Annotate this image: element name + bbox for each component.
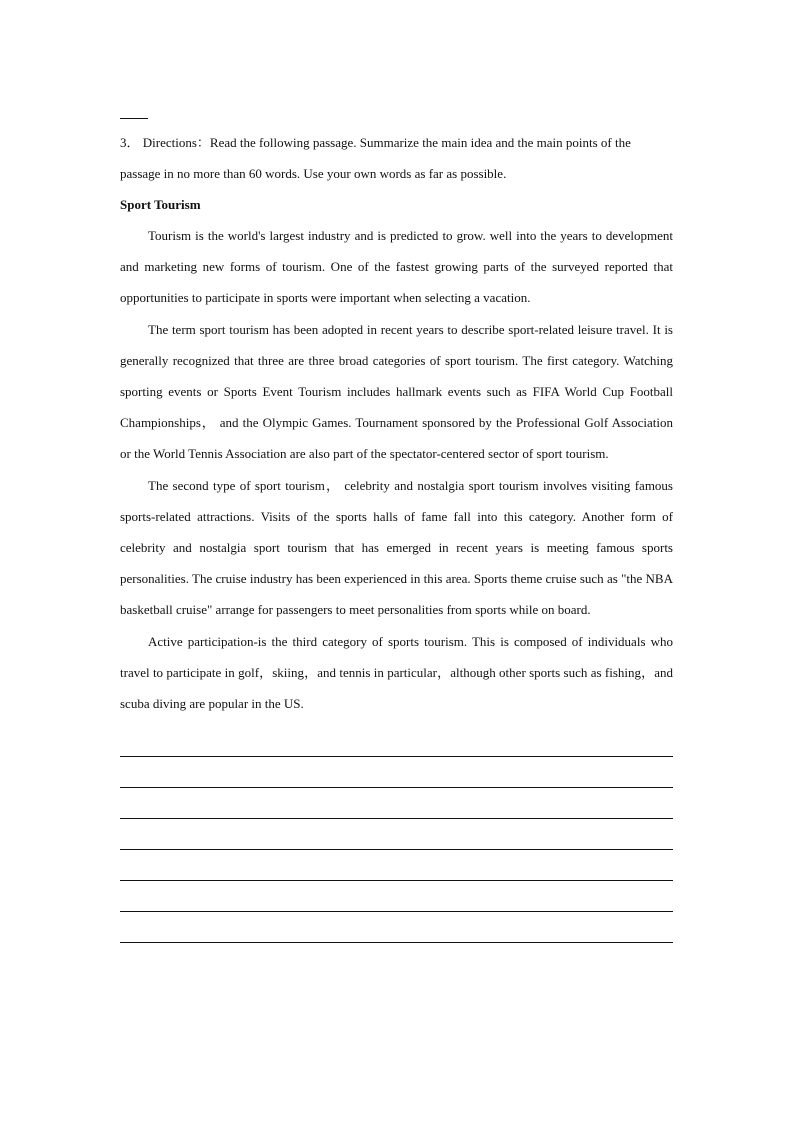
directions-text: Read the following passage. Summarize the main idea and the main points of the passage in no more than 60 words. Use your own words as far as possible. bbox=[120, 135, 631, 181]
top-rule bbox=[120, 118, 148, 119]
answer-line-6[interactable] bbox=[120, 881, 673, 912]
answer-line-4[interactable] bbox=[120, 819, 673, 850]
document-page bbox=[120, 108, 673, 943]
passage-title: Sport Tourism bbox=[120, 197, 201, 212]
answer-area[interactable] bbox=[120, 741, 673, 943]
question-directions bbox=[120, 127, 673, 189]
answer-line-5[interactable] bbox=[120, 850, 673, 881]
answer-line-7[interactable] bbox=[120, 912, 673, 943]
directions-label: Directions： bbox=[142, 135, 210, 150]
passage-paragraph-3: The second type of sport tourism， celebrity and nostalgia sport tourism involves visiting famous sports-related attractions. Visits of the sports halls of fame fall into this category. Another form of celebrity and nostalgia sport tourism that has emerged in recent years is meeting famous sports personalities. The cruise industry has been experienced in this area. Sports theme cruise such as "the NBA basketball cruise" arrange for passengers to meet personalities from sports while on board. bbox=[120, 477, 673, 618]
question-number: 3． bbox=[120, 135, 140, 150]
passage-paragraph-2: The term sport tourism has been adopted in recent years to describe sport-related leisure travel. It is generally recognized that three are three broad categories of sport tourism. The first category. Watching sporting events or Sports Event Tourism includes hallmark events such as FIFA World Cup Football Championships， and the Olympic Games. Tournament sponsored by the Professional Golf Association or the World Tennis Association are also part of the spectator-centered sector of sport tourism. bbox=[120, 321, 673, 462]
answer-line-2[interactable] bbox=[120, 757, 673, 788]
passage-paragraph-4: Active participation-is the third category of sports tourism. This is composed of individuals who travel to participate in golf，skiing，and tennis in particular，although other sports such as fishing，and scuba diving are popular in the US. bbox=[120, 633, 673, 712]
answer-line-1[interactable] bbox=[120, 741, 673, 757]
passage-paragraph-1: Tourism is the world's largest industry and is predicted to grow. well into the years to development and marketing new forms of tourism. One of the fastest growing parts of the surveyed reported that opportunities to participate in sports were important when selecting a vacation. bbox=[120, 228, 673, 306]
answer-line-3[interactable] bbox=[120, 788, 673, 819]
